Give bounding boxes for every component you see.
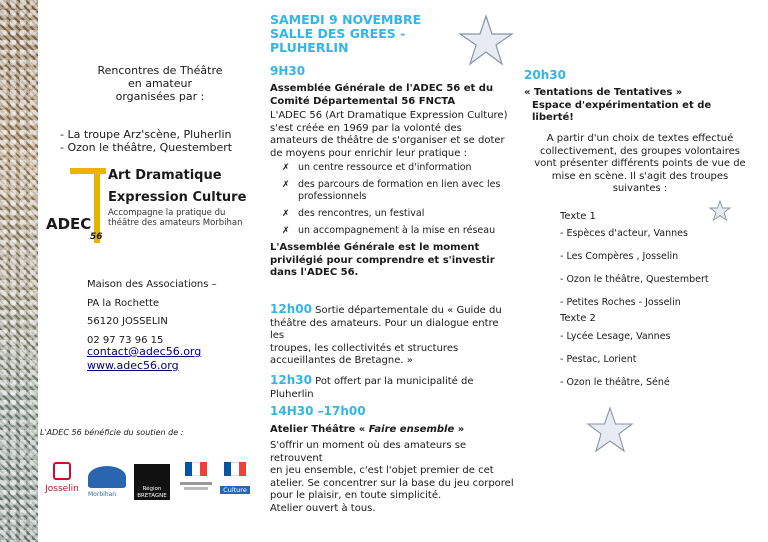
sortie-line: troupes, les collectivités et structures [270,342,459,354]
texte1-label: Texte 1 [560,211,596,222]
adec-tagline [108,208,243,228]
note-line: L'Assemblée Générale est le moment [270,242,480,253]
cross-icon: ✗ [282,226,290,236]
atelier-line: en jeu ensemble, c'est l'objet premier de cet [270,465,494,476]
assemblee-note [270,242,515,280]
list-item: - Les Compères , Josselin [560,251,679,262]
cross-icon: ✗ [282,180,290,190]
time-20h30: 20h30 [524,68,566,82]
tentations-desc [528,133,752,196]
troupe-item: - Ozon le théâtre, Questembert [60,141,233,154]
list-item: ✗ des rencontres, un festival [282,208,425,219]
event-header-line: PLUHERLIN [270,40,349,55]
list-item: - Espèces d'acteur, Vannes [560,228,688,239]
troupes-list [60,128,270,154]
event-header-line: SALLE DES GREES - [270,26,406,41]
time-9h30: 9H30 [270,64,306,78]
note-line: dans l'ADEC 56. [270,267,359,278]
texte1-list [560,228,709,320]
assemblee-title-line: Comité Départemental 56 FNCTA [270,95,456,107]
bretagne-logo [134,464,170,500]
desc-line: suivantes : [612,183,668,194]
pot-line: Pot offert par la municipalité de [315,376,474,387]
intro-line: amateurs de théâtre de s'organiser et se doter [270,135,505,146]
adec-logo-bar [70,168,106,174]
intro-line: s'est créée en 1969 par la volonté des [270,122,462,134]
adec-bullet-list [270,162,515,242]
adec-title-line1: Art Dramatique [108,168,222,183]
flag-icon [224,462,246,476]
josselin-logo [40,462,84,502]
atelier-title: Atelier Théâtre « Faire ensemble » [270,424,465,435]
address-line: 56120 JOSSELIN [87,316,168,327]
address-line: 02 97 73 96 15 [87,334,164,346]
pot-line: Pluherlin [270,388,314,400]
intro-line: L'ADEC 56 (Art Dramatique Expression Culture) [270,110,508,121]
list-item: ✗ un centre ressource et d'information [282,162,472,173]
time-12h30: 12h30 [270,373,312,387]
tentations-line: liberté! [532,112,574,123]
list-item: - Ozon le théâtre, Questembert [560,274,709,285]
adec-tagline-line2: théâtre des amateurs Morbihan [108,218,243,228]
morbihan-logo [88,466,130,500]
culture-label: Culture [220,486,250,494]
list-item: - Petites Roches - Josselin [560,297,681,308]
atelier-line: S'offrir un moment où des amateurs se retrouvent [270,440,467,464]
adec-title-line2: Expression Culture [108,190,247,205]
assemblee-title-line: Assemblée Générale de l'ADEC 56 et du [270,83,494,94]
list-item: ✗ des parcours de formation en lien avec les professionnels [282,179,501,202]
intro-line: de moyens pour enrichir leur pratique : [270,147,467,159]
morbihan-label: Morbihan [88,491,117,498]
pot-block [270,374,515,401]
desc-line: A partir d'un choix de textes effectué [546,133,734,144]
bretagne-label: Région BRETAGNE [137,486,167,499]
address-block [87,279,267,353]
rencontres-line: en amateur [127,77,192,90]
star-icon [584,406,636,454]
tentations-title [524,87,754,125]
sortie-line: Sortie départementale du « Guide du [315,305,502,316]
time-14h30: 14H30 –17h00 [270,404,366,418]
address-line: Maison des Associations – [87,279,217,290]
soutien-text: L'ADEC 56 bénéficie du soutien de : [40,428,184,437]
atelier-line: pour le plaisir, en toute simplicité. [270,490,442,501]
josselin-label: Josselin [45,484,79,494]
tentations-line: « Tentations de Tentatives » [524,87,683,98]
lace-border [0,0,38,542]
address-line: PA la Rochette [87,297,160,309]
rencontres-line: organisées par : [115,90,205,103]
email-link[interactable]: contact@adec56.org [87,345,202,358]
list-item: ✗ un accompagnement à la mise en réseau [282,225,496,236]
list-item: - Pestac, Lorient [560,354,637,365]
list-item: - Lycée Lesage, Vannes [560,331,671,342]
star-icon [456,14,516,66]
cross-icon: ✗ [282,209,290,219]
atelier-line: Atelier ouvert à tous. [270,502,376,514]
texte2-list [560,331,671,400]
star-icon [708,200,732,222]
flag-icon [185,462,207,476]
event-header [270,13,421,55]
list-item: - Ozon le théâtre, Séné [560,377,670,388]
rencontres-line: Rencontres de Théâtre [97,64,223,77]
shield-icon [53,462,71,480]
culture-logo [220,462,250,502]
sortie-line: accueillantes de Bretagne. » [270,355,413,366]
troupe-item: - La troupe Arz'scène, Pluherlin [60,128,232,141]
time-12h00: 12h00 [270,302,312,316]
wave-icon [88,466,126,488]
desc-line: mise en scène. Il s'agit des troupes [551,170,729,182]
sortie-line: théâtre des amateurs. Pour un dialogue entre les [270,317,499,341]
adec-logo-number: 56 [90,232,103,242]
adec-title [108,168,246,206]
desc-line: collectivement, des groupes volontaires [540,145,740,157]
rencontres-heading [60,64,260,103]
event-header-line: SAMEDI 9 NOVEMBRE [270,12,422,27]
desc-line: vont présenter différents points de vue de [534,158,746,169]
atelier-line: atelier. Se concentrer sur la base du jeu corporel [270,477,514,489]
texte2-label: Texte 2 [560,313,596,324]
prefecture-logo [176,462,216,502]
sortie-block [270,303,515,368]
note-line: privilégié pour comprendre et s'investir [270,254,495,266]
adec-logo-text: ADEC [46,215,92,233]
adec-tagline-line1: Accompagne la pratique du [108,208,226,218]
cross-icon: ✗ [282,163,290,173]
adec-intro [270,110,515,160]
atelier-text [270,440,515,515]
atelier-title-italic: Faire ensemble [368,424,455,435]
assemblee-title [270,83,515,108]
website-link[interactable]: www.adec56.org [87,359,179,372]
tentations-line: Espace d'expérimentation et de [532,99,712,111]
